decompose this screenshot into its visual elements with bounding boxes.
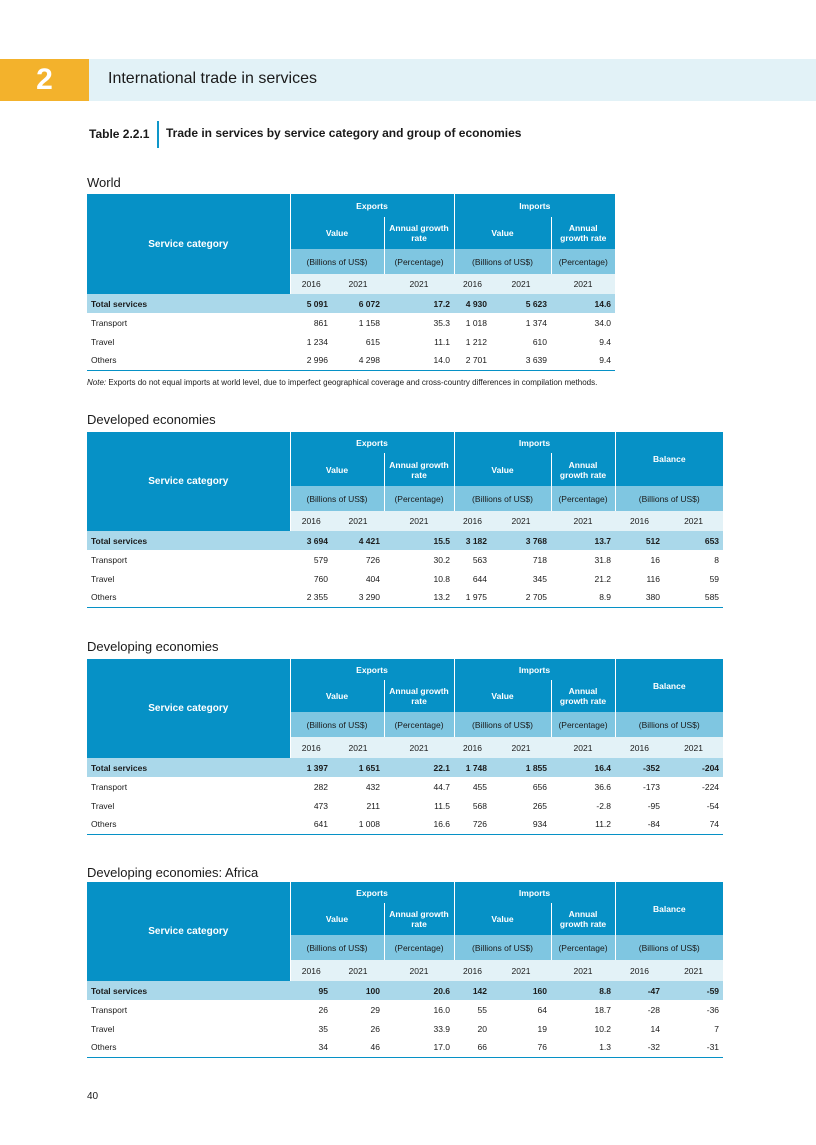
table-row — [87, 569, 723, 588]
row-label: Travel — [87, 1019, 290, 1038]
cell: 30.2 — [384, 550, 454, 569]
row-label: Transport — [87, 550, 290, 569]
cell: -352 — [615, 758, 664, 777]
service-category-header: Service category — [87, 882, 290, 981]
imports-value-header: Value — [454, 453, 551, 486]
cell: 282 — [290, 777, 332, 796]
balance-header: Balance — [615, 432, 723, 486]
year-header: 2021 — [491, 274, 551, 294]
imports-value-header: Value — [454, 903, 551, 935]
cell: 2 701 — [454, 351, 491, 370]
year-header: 2016 — [615, 737, 664, 758]
cell: 1 397 — [290, 758, 332, 777]
cell: 33.9 — [384, 1019, 454, 1038]
cell: 2 355 — [290, 588, 332, 607]
cell: 760 — [290, 569, 332, 588]
page-number: 40 — [87, 1091, 99, 1102]
service-category-header: Service category — [87, 432, 290, 531]
exports-growth-header: Annual growth rate — [384, 903, 454, 935]
table-developing — [87, 659, 723, 835]
chapter-number: 2 — [0, 59, 89, 101]
cell: 1 374 — [491, 313, 551, 332]
cell: 2 996 — [290, 351, 332, 370]
cell: 1 975 — [454, 588, 491, 607]
cell: 3 639 — [491, 351, 551, 370]
year-header: 2021 — [551, 511, 615, 531]
cell: 142 — [454, 981, 491, 1000]
row-label: Transport — [87, 777, 290, 796]
section-title-world: World — [87, 175, 121, 190]
cell: 1 748 — [454, 758, 491, 777]
cell: 34.0 — [551, 313, 615, 332]
cell: 432 — [332, 777, 384, 796]
table-title: Trade in services by service category and group of economies — [166, 126, 522, 140]
cell: -59 — [664, 981, 723, 1000]
year-header: 2021 — [384, 511, 454, 531]
row-label: Others — [87, 815, 290, 834]
cell: 4 421 — [332, 531, 384, 550]
cell: 31.8 — [551, 550, 615, 569]
table-row — [87, 294, 615, 313]
table-row — [87, 1019, 723, 1038]
imports-growth-unit: (Percentage) — [551, 935, 615, 960]
cell: 14 — [615, 1019, 664, 1038]
cell: 35 — [290, 1019, 332, 1038]
imports-growth-unit: (Percentage) — [551, 712, 615, 737]
balance-header: Balance — [615, 882, 723, 935]
cell: 610 — [491, 332, 551, 351]
imports-growth-header: Annual growth rate — [551, 453, 615, 486]
cell: 265 — [491, 796, 551, 815]
cell: 9.4 — [551, 332, 615, 351]
service-category-header: Service category — [87, 194, 290, 294]
exports-header: Exports — [290, 882, 454, 903]
cell: -173 — [615, 777, 664, 796]
section-title-africa: Developing economies: Africa — [87, 865, 259, 880]
year-header: 2021 — [664, 511, 723, 531]
year-header: 2016 — [615, 960, 664, 981]
cell: 100 — [332, 981, 384, 1000]
balance-unit: (Billions of US$) — [615, 935, 723, 960]
year-header: 2016 — [454, 737, 491, 758]
exports-growth-unit: (Percentage) — [384, 486, 454, 511]
imports-value-header: Value — [454, 217, 551, 249]
cell: 4 298 — [332, 351, 384, 370]
cell: 10.8 — [384, 569, 454, 588]
imports-value-header: Value — [454, 680, 551, 712]
cell: 563 — [454, 550, 491, 569]
exports-value-header: Value — [290, 217, 384, 249]
cell: 13.2 — [384, 588, 454, 607]
cell: 35.3 — [384, 313, 454, 332]
cell: 18.7 — [551, 1000, 615, 1019]
note-text: Exports do not equal imports at world level, due to imperfect geographical coverage and cross-country differences in compilation methods. — [106, 378, 598, 387]
cell: 1 018 — [454, 313, 491, 332]
year-header: 2016 — [615, 511, 664, 531]
cell: 17.0 — [384, 1038, 454, 1057]
cell: 9.4 — [551, 351, 615, 370]
table-title-divider — [157, 121, 159, 148]
cell: 512 — [615, 531, 664, 550]
cell: 11.5 — [384, 796, 454, 815]
exports-value-header: Value — [290, 903, 384, 935]
cell: 29 — [332, 1000, 384, 1019]
cell: -224 — [664, 777, 723, 796]
cell: 861 — [290, 313, 332, 332]
cell: 726 — [454, 815, 491, 834]
imports-growth-header: Annual growth rate — [551, 217, 615, 249]
exports-value-header: Value — [290, 453, 384, 486]
exports-growth-header: Annual growth rate — [384, 453, 454, 486]
cell: 1 234 — [290, 332, 332, 351]
cell: 26 — [332, 1019, 384, 1038]
cell: 17.2 — [384, 294, 454, 313]
imports-header: Imports — [454, 882, 615, 903]
exports-growth-header: Annual growth rate — [384, 217, 454, 249]
table-row — [87, 1038, 723, 1057]
year-header: 2016 — [454, 511, 491, 531]
cell: 76 — [491, 1038, 551, 1057]
cell: 59 — [664, 569, 723, 588]
cell: 8.8 — [551, 981, 615, 1000]
cell: 21.2 — [551, 569, 615, 588]
cell: 1 855 — [491, 758, 551, 777]
table-note — [87, 378, 597, 387]
cell: 20.6 — [384, 981, 454, 1000]
cell: 211 — [332, 796, 384, 815]
year-header: 2021 — [332, 737, 384, 758]
cell: 455 — [454, 777, 491, 796]
exports-header: Exports — [290, 432, 454, 453]
imports-growth-unit: (Percentage) — [551, 249, 615, 274]
row-label: Transport — [87, 313, 290, 332]
exports-growth-header: Annual growth rate — [384, 680, 454, 712]
cell: 345 — [491, 569, 551, 588]
year-header: 2021 — [551, 737, 615, 758]
cell: 16.6 — [384, 815, 454, 834]
cell: 55 — [454, 1000, 491, 1019]
table-row — [87, 1000, 723, 1019]
cell: 7 — [664, 1019, 723, 1038]
cell: 16.0 — [384, 1000, 454, 1019]
cell: 44.7 — [384, 777, 454, 796]
table-row — [87, 531, 723, 550]
cell: 11.2 — [551, 815, 615, 834]
cell: 64 — [491, 1000, 551, 1019]
cell: -47 — [615, 981, 664, 1000]
exports-growth-unit: (Percentage) — [384, 935, 454, 960]
row-label: Others — [87, 351, 290, 370]
cell: 95 — [290, 981, 332, 1000]
year-header: 2021 — [664, 960, 723, 981]
exports-unit: (Billions of US$) — [290, 935, 384, 960]
row-label: Total services — [87, 981, 290, 1000]
cell: 3 290 — [332, 588, 384, 607]
imports-header: Imports — [454, 659, 615, 680]
imports-header: Imports — [454, 194, 615, 217]
note-prefix: Note: — [87, 378, 107, 387]
year-header: 2021 — [332, 274, 384, 294]
imports-header: Imports — [454, 432, 615, 453]
imports-growth-header: Annual growth rate — [551, 680, 615, 712]
cell: 656 — [491, 777, 551, 796]
table-row — [87, 588, 723, 607]
table-world — [87, 194, 615, 371]
imports-growth-header: Annual growth rate — [551, 903, 615, 935]
cell: 4 930 — [454, 294, 491, 313]
section-title-developed: Developed economies — [87, 412, 216, 427]
cell: 13.7 — [551, 531, 615, 550]
year-header: 2021 — [332, 960, 384, 981]
cell: 22.1 — [384, 758, 454, 777]
table-developed — [87, 432, 723, 608]
cell: 1 212 — [454, 332, 491, 351]
exports-unit: (Billions of US$) — [290, 486, 384, 511]
exports-unit: (Billions of US$) — [290, 249, 384, 274]
row-label: Total services — [87, 294, 290, 313]
cell: 66 — [454, 1038, 491, 1057]
cell: 34 — [290, 1038, 332, 1057]
year-header: 2021 — [491, 737, 551, 758]
year-header: 2016 — [454, 274, 491, 294]
table-row — [87, 351, 615, 370]
cell: 19 — [491, 1019, 551, 1038]
table-row — [87, 758, 723, 777]
cell: 3 182 — [454, 531, 491, 550]
row-label: Transport — [87, 1000, 290, 1019]
balance-unit: (Billions of US$) — [615, 712, 723, 737]
cell: -204 — [664, 758, 723, 777]
year-header: 2016 — [290, 960, 332, 981]
cell: 644 — [454, 569, 491, 588]
cell: 934 — [491, 815, 551, 834]
cell: 14.0 — [384, 351, 454, 370]
year-header: 2021 — [384, 274, 454, 294]
row-label: Travel — [87, 332, 290, 351]
year-header: 2021 — [384, 960, 454, 981]
cell: 579 — [290, 550, 332, 569]
cell: 10.2 — [551, 1019, 615, 1038]
cell: -84 — [615, 815, 664, 834]
table-row — [87, 796, 723, 815]
imports-unit: (Billions of US$) — [454, 486, 551, 511]
cell: 74 — [664, 815, 723, 834]
cell: -36 — [664, 1000, 723, 1019]
exports-growth-unit: (Percentage) — [384, 712, 454, 737]
cell: 726 — [332, 550, 384, 569]
cell: 404 — [332, 569, 384, 588]
year-header: 2016 — [290, 274, 332, 294]
cell: -2.8 — [551, 796, 615, 815]
year-header: 2021 — [491, 511, 551, 531]
exports-header: Exports — [290, 659, 454, 680]
row-label: Travel — [87, 569, 290, 588]
table-label: Table 2.2.1 — [89, 127, 150, 141]
year-header: 2016 — [290, 737, 332, 758]
imports-unit: (Billions of US$) — [454, 712, 551, 737]
cell: -32 — [615, 1038, 664, 1057]
table-row — [87, 550, 723, 569]
cell: 8.9 — [551, 588, 615, 607]
cell: 1 158 — [332, 313, 384, 332]
cell: 615 — [332, 332, 384, 351]
row-label: Others — [87, 1038, 290, 1057]
imports-growth-unit: (Percentage) — [551, 486, 615, 511]
cell: 15.5 — [384, 531, 454, 550]
cell: -95 — [615, 796, 664, 815]
year-header: 2021 — [551, 274, 615, 294]
chapter-title: International trade in services — [108, 70, 317, 87]
imports-unit: (Billions of US$) — [454, 249, 551, 274]
cell: 473 — [290, 796, 332, 815]
year-header: 2021 — [664, 737, 723, 758]
balance-header: Balance — [615, 659, 723, 712]
table-row — [87, 777, 723, 796]
cell: 8 — [664, 550, 723, 569]
cell: -31 — [664, 1038, 723, 1057]
cell: 1 651 — [332, 758, 384, 777]
row-label: Others — [87, 588, 290, 607]
exports-unit: (Billions of US$) — [290, 712, 384, 737]
section-title-developing: Developing economies — [87, 639, 219, 654]
table-row — [87, 815, 723, 834]
cell: -28 — [615, 1000, 664, 1019]
cell: 5 623 — [491, 294, 551, 313]
exports-header: Exports — [290, 194, 454, 217]
cell: 160 — [491, 981, 551, 1000]
cell: 36.6 — [551, 777, 615, 796]
table-row — [87, 332, 615, 351]
cell: 16 — [615, 550, 664, 569]
cell: 6 072 — [332, 294, 384, 313]
cell: 1.3 — [551, 1038, 615, 1057]
cell: 3 694 — [290, 531, 332, 550]
year-header: 2021 — [384, 737, 454, 758]
service-category-header: Service category — [87, 659, 290, 758]
cell: -54 — [664, 796, 723, 815]
table-africa — [87, 882, 723, 1058]
cell: 718 — [491, 550, 551, 569]
year-header: 2016 — [454, 960, 491, 981]
cell: 26 — [290, 1000, 332, 1019]
year-header: 2021 — [332, 511, 384, 531]
cell: 1 008 — [332, 815, 384, 834]
row-label: Total services — [87, 531, 290, 550]
table-row — [87, 313, 615, 332]
cell: 46 — [332, 1038, 384, 1057]
cell: 641 — [290, 815, 332, 834]
exports-growth-unit: (Percentage) — [384, 249, 454, 274]
cell: 568 — [454, 796, 491, 815]
cell: 5 091 — [290, 294, 332, 313]
exports-value-header: Value — [290, 680, 384, 712]
cell: 3 768 — [491, 531, 551, 550]
row-label: Travel — [87, 796, 290, 815]
cell: 20 — [454, 1019, 491, 1038]
cell: 2 705 — [491, 588, 551, 607]
cell: 16.4 — [551, 758, 615, 777]
cell: 585 — [664, 588, 723, 607]
year-header: 2016 — [290, 511, 332, 531]
cell: 116 — [615, 569, 664, 588]
year-header: 2021 — [551, 960, 615, 981]
cell: 14.6 — [551, 294, 615, 313]
cell: 11.1 — [384, 332, 454, 351]
year-header: 2021 — [491, 960, 551, 981]
cell: 653 — [664, 531, 723, 550]
cell: 380 — [615, 588, 664, 607]
row-label: Total services — [87, 758, 290, 777]
table-row — [87, 981, 723, 1000]
imports-unit: (Billions of US$) — [454, 935, 551, 960]
balance-unit: (Billions of US$) — [615, 486, 723, 511]
